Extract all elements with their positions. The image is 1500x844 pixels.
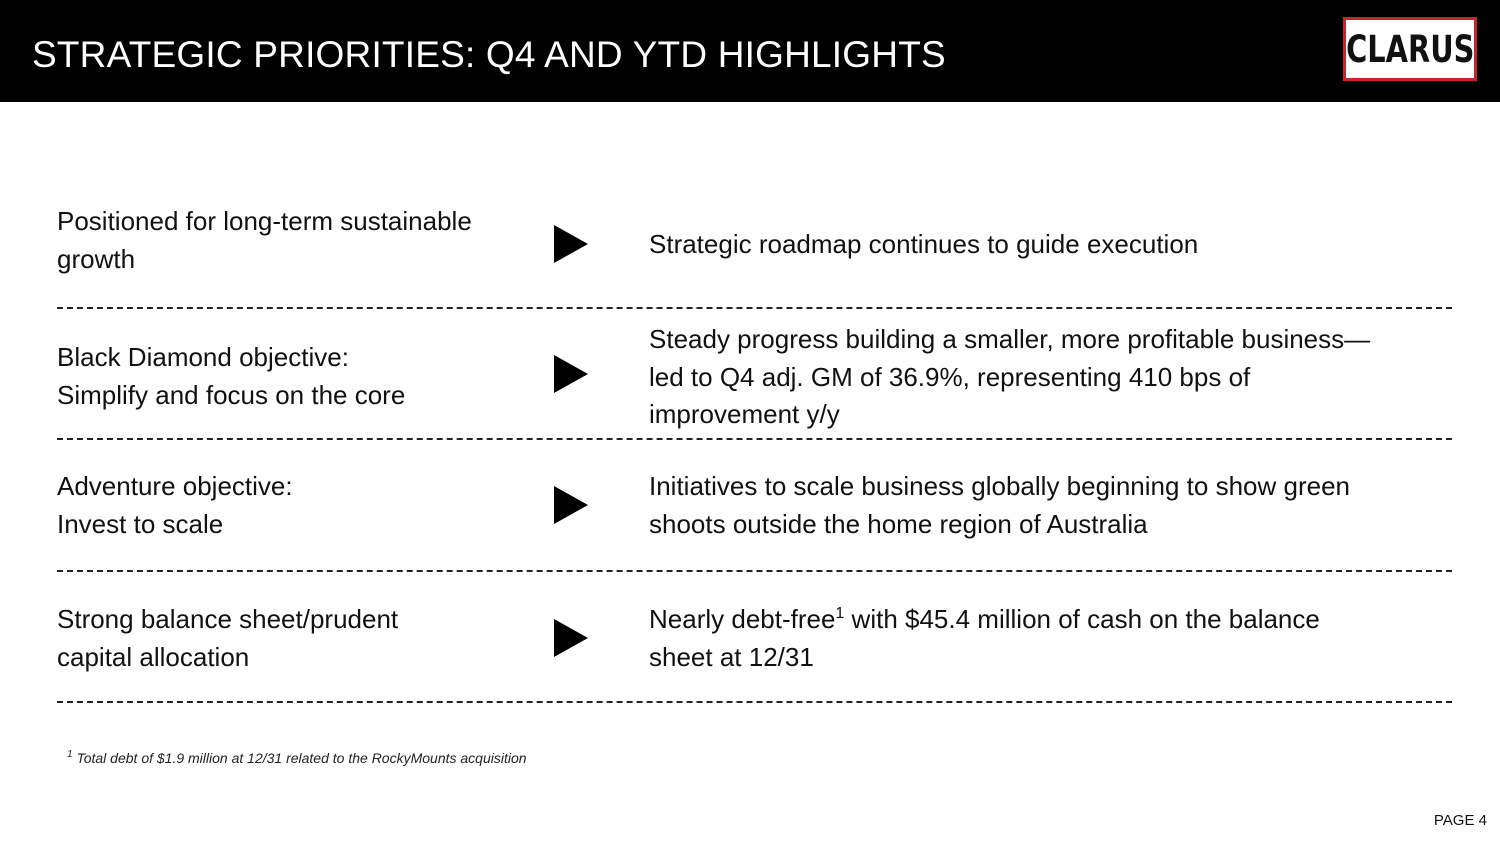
highlight-line: shoots outside the home region of Australia (649, 508, 1148, 539)
highlight-line: sheet at 12/31 (649, 641, 814, 672)
logo-text: CLARUS (1345, 27, 1475, 71)
dashed-divider (57, 307, 1452, 309)
highlight-text: Nearly debt-free (649, 604, 836, 634)
clarus-logo (1343, 17, 1477, 81)
highlight-line: led to Q4 adj. GM of 36.9%, representing 410 bps of (649, 361, 1251, 392)
priority-label-line: growth (57, 244, 136, 274)
priority-label-line: Simplify and focus on the core (57, 380, 406, 410)
highlight-line: Strategic roadmap continues to guide execution (649, 229, 1199, 259)
highlight-text: with $45.4 million of cash on the balance (844, 604, 1320, 634)
priority-label-line: Black Diamond objective: (57, 342, 349, 372)
page-number: PAGE 4 (1433, 812, 1487, 829)
priority-highlight (649, 226, 1449, 264)
dashed-divider (57, 701, 1452, 703)
highlight-line: improvement y/y (649, 399, 840, 429)
footnote-marker: 1 (835, 605, 845, 622)
priority-label-line: Strong balance sheet/prudent (57, 604, 399, 634)
priority-label-line: Invest to scale (57, 509, 224, 539)
priority-label (57, 338, 527, 414)
priority-label-line: capital allocation (57, 642, 250, 672)
priority-label-line: Adventure objective: (57, 471, 293, 501)
priority-highlight (649, 321, 1449, 434)
dashed-divider (57, 570, 1452, 572)
highlight-line: Initiatives to scale business globally beginning to show green (649, 471, 1350, 501)
dashed-divider (57, 438, 1452, 440)
priority-highlight (649, 468, 1449, 543)
priority-label (57, 202, 527, 278)
right-triangle-arrow-icon (554, 355, 588, 393)
highlight-line (649, 601, 1449, 639)
right-triangle-arrow-icon (554, 619, 588, 657)
footnote-marker: 1 (67, 749, 73, 760)
header-bar (0, 0, 1500, 102)
footnote-text: Total debt of $1.9 million at 12/31 related to the RockyMounts acquisition (72, 750, 527, 766)
priority-label-line: Positioned for long-term sustainable (57, 206, 472, 236)
right-triangle-arrow-icon (554, 486, 588, 524)
page-title: STRATEGIC PRIORITIES: Q4 AND YTD HIGHLIGHTS (32, 34, 946, 75)
highlight-line: Steady progress building a smaller, more profitable business— (649, 324, 1371, 354)
priority-highlight (649, 601, 1449, 676)
priority-label (57, 600, 527, 676)
right-triangle-arrow-icon (554, 225, 588, 263)
priority-label (57, 467, 527, 543)
footnote (67, 750, 527, 766)
